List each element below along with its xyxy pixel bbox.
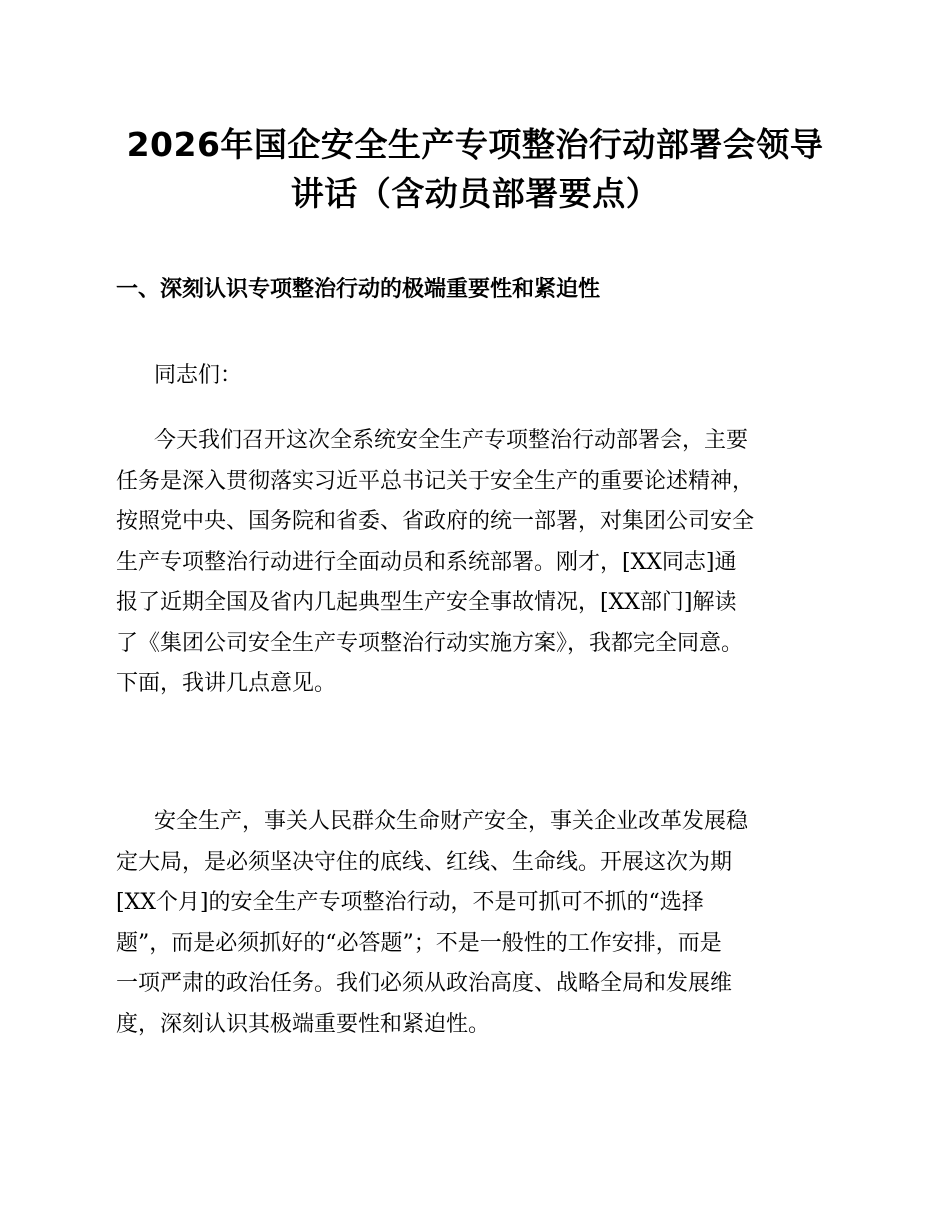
paragraph-2 [116,802,836,1045]
greeting-text: 同志们： [154,363,243,388]
paragraph-line: 了《集团公司安全生产专项整治行动实施方案》，我都完全同意。 [116,630,744,656]
paragraph-line: [XX个月]的安全生产专项整治行动，不是可抓可不抓的“选择 [116,890,704,915]
greeting [116,356,836,397]
document-title [110,120,840,218]
paragraph-line: 一项严肃的政治任务。我们必须从政治高度、战略全局和发展维 [116,971,733,996]
paragraph-line: 任务是深入贯彻落实习近平总书记关于安全生产的重要论述精神， [116,468,755,494]
paragraph-line: 下面，我讲几点意见。 [116,671,337,696]
paragraph-line: 今天我们召开这次全系统安全生产专项整治行动部署会，主要 [154,428,749,453]
paragraph-1 [116,421,836,705]
paragraph-line: 生产专项整治行动进行全面动员和系统部署。刚才，[XX同志]通 [116,549,737,575]
paragraph-line: 定大局，是必须坚决守住的底线、红线、生命线。开展这次为期 [116,849,733,875]
paragraph-line: 安全生产，事关人民群众生命财产安全，事关企业改革发展稳 [154,809,749,834]
paragraph-line: 报了近期全国及省内几起典型生产安全事故情况，[XX部门]解读 [116,590,737,615]
paragraph-line: 度，深刻认识其极端重要性和紧迫性。 [116,1011,491,1037]
paragraph-line: 按照党中央、国务院和省委、省政府的统一部署，对集团公司安全 [116,509,755,534]
title-line: 讲话（含动员部署要点） [290,174,660,213]
section-heading: 一、深刻认识专项整治行动的极端重要性和紧迫性 [116,277,601,302]
title-line: 2026年国企安全生产专项整治行动部署会领导 [126,125,824,164]
paragraph-line: 题”，而是必须抓好的“必答题”；不是一般性的工作安排，而是 [116,930,722,956]
